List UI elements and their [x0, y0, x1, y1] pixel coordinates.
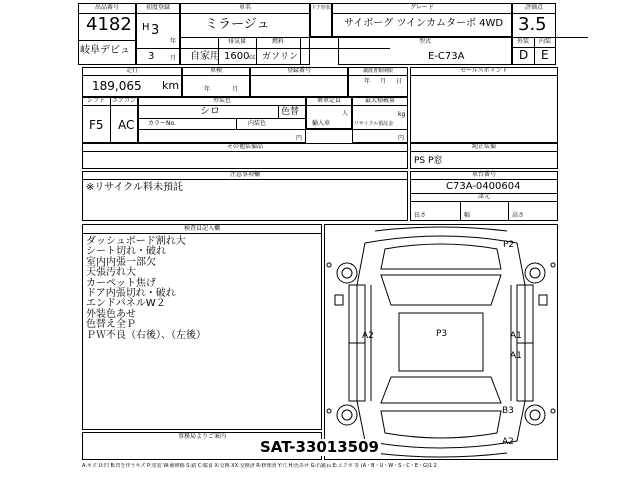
- sales-label: セールスポイント: [460, 67, 508, 74]
- shift: F5: [89, 118, 104, 132]
- inspection-line: ドア内張切れ・破れ: [86, 288, 176, 299]
- ext-score: D: [519, 48, 529, 62]
- mark-a1-lower: A1: [510, 351, 522, 361]
- mileage-unit: km: [162, 79, 180, 92]
- inspection-label: 車検: [209, 67, 222, 74]
- inspection-month-unit: 月: [232, 86, 239, 93]
- inspection-year-unit: 年: [204, 86, 211, 93]
- pure-equip: PS P窓: [414, 156, 443, 166]
- car-diagram: [325, 225, 557, 459]
- chassis-number: C73A-0400604: [446, 181, 521, 192]
- length-label: 長さ: [414, 212, 427, 219]
- plate-label: 登録番号: [286, 67, 311, 74]
- inspection-line: エンドパネルW２: [86, 298, 166, 310]
- notes-label: 注意事項欄: [229, 171, 260, 178]
- color-no-label: カラーNo.: [148, 120, 176, 127]
- footer-legend: A:キズ U:凹 B:凹を伴うキズ P:塗装 W:補修跡 S:錆 C:腐食 X:交換 XX:交換済 R:修理済 Y:穴 H:色あせ G:石跳ね E:エクボ 等 (A・B・U・W・S・C・E・G)1 2: [82, 463, 437, 469]
- equipment-label: その他装備品: [226, 143, 263, 150]
- ac-label: エアコン: [112, 97, 136, 104]
- displacement-unit: cc: [249, 54, 256, 61]
- fuel-label: 燃料: [271, 38, 284, 45]
- inspection-notes-label: 検査員記入欄: [183, 225, 220, 232]
- grade: サイボーグ ツインカムターボ 4WD: [344, 18, 504, 29]
- transfer-day: 日: [396, 78, 403, 85]
- int-color-label: 内装色: [248, 120, 267, 127]
- mileage: 189,065: [92, 79, 142, 93]
- inspection-line: 天張汚れ大: [86, 267, 136, 279]
- int-score: E: [541, 48, 549, 62]
- model: E-C73A: [428, 51, 465, 62]
- year: 3: [151, 23, 160, 38]
- mark-b3: B3: [502, 406, 514, 416]
- usage: 自家用: [190, 51, 220, 62]
- displacement: 1600: [224, 51, 250, 62]
- sat-number: SAT-33013509: [260, 438, 379, 456]
- name-label: 車名: [238, 4, 251, 11]
- color-label: 外装色: [212, 97, 231, 104]
- mileage-label: 走行: [125, 67, 138, 74]
- model-label: 型式: [418, 38, 431, 45]
- debut-text: 岐阜デビュ: [80, 45, 130, 56]
- inspection-line: 外装色あせ: [86, 308, 136, 320]
- height-label: 高さ: [512, 212, 525, 219]
- yen-mark-2: 円: [398, 135, 405, 142]
- pure-equip-label: 純正装備: [471, 143, 496, 150]
- year-unit: 年: [170, 38, 177, 45]
- transfer-label: 譲渡書類期限: [362, 68, 393, 74]
- transfer-month: 月: [380, 78, 387, 85]
- mark-p3: P3: [436, 329, 448, 339]
- door-label: ドア形状: [311, 5, 331, 11]
- mark-p2: P2: [503, 240, 515, 250]
- lot-label: 出品番号: [94, 4, 119, 11]
- capacity-unit: 人: [342, 110, 349, 117]
- ac: AC: [118, 118, 135, 132]
- office-label: 事務局よりご案内: [177, 433, 226, 440]
- fuel: ガソリン: [262, 52, 299, 62]
- shift-label: シフト: [86, 97, 105, 104]
- grade-label: グレード: [409, 4, 434, 11]
- inspection-line: ダッシュボード割れ大: [86, 236, 186, 247]
- displacement-label: 排気量: [227, 38, 246, 45]
- mark-a2-left: A2: [362, 331, 374, 341]
- load-unit: kg: [398, 111, 406, 118]
- car-name: ミラージュ: [205, 17, 270, 32]
- inspection-line: 色替え全Ｐ: [86, 319, 136, 331]
- score-label: 評価点: [524, 4, 543, 11]
- width-label: 幅: [464, 212, 471, 219]
- lot-number: 4182: [86, 14, 132, 35]
- inspection-line: シート切れ・破れ: [86, 246, 166, 258]
- month-unit: 月: [170, 55, 177, 62]
- import-car-label: 輸入車: [312, 120, 331, 127]
- mark-a2-rear: A2: [502, 437, 514, 447]
- dims-label: 諸元: [477, 193, 490, 200]
- yen-mark: 円: [296, 135, 303, 142]
- month: 3: [148, 51, 155, 62]
- recycle-label: リサイクル預託金: [354, 121, 394, 127]
- inspection-line: 室内内張一部欠: [86, 256, 156, 268]
- mark-a1-upper: A1: [510, 331, 522, 341]
- score: 3.5: [518, 14, 547, 35]
- transfer-year: 年: [364, 78, 371, 85]
- era: H: [142, 22, 150, 33]
- load-label: 最大積載量: [364, 97, 395, 104]
- capacity-label: 乗車定員: [316, 97, 341, 104]
- color: シロ: [200, 106, 220, 117]
- chassis-label: 車台番号: [471, 171, 496, 178]
- inspection-line: カーペット焦げ: [86, 277, 156, 289]
- first-reg-label: 初度登録: [145, 4, 170, 11]
- sales-box: [410, 67, 558, 143]
- color-change: 色替: [281, 107, 300, 117]
- int-label: 内装: [538, 38, 551, 45]
- inspection-line: ＰＷ不良（右後）、（左後）: [86, 329, 206, 341]
- ext-label: 外装: [516, 38, 529, 45]
- notes-text: ※リサイクル料未預託: [86, 182, 183, 193]
